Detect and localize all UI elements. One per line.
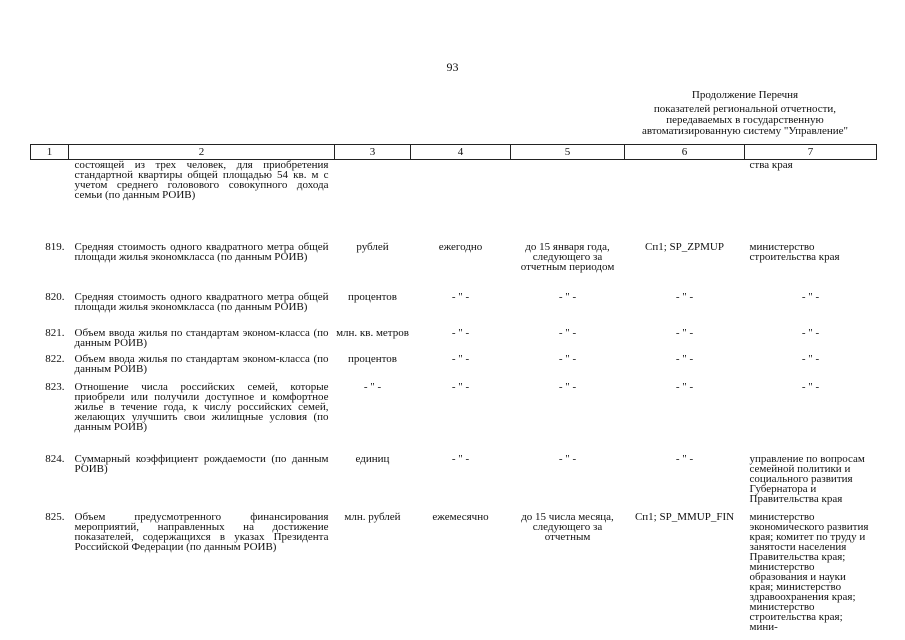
indicator-name: Объем ввода жилья по стандартам эконом-класса (по данным РОИВ) (74, 352, 329, 375)
deadline-cell: до 15 числа месяца, следующего за отчетным (521, 510, 614, 543)
unit-cell: процентов (348, 290, 397, 303)
table-row (31, 354, 877, 382)
column-header: 4 (411, 145, 511, 160)
deadline-cell: - " - (558, 290, 577, 303)
responsible-org: управление по вопросам семейной политики и социального развития Губернатора и Правительства края (749, 452, 865, 505)
responsible-org: - " - (801, 326, 820, 339)
indicator-table (30, 144, 877, 632)
table-row (31, 512, 877, 632)
column-header: 2 (69, 145, 335, 160)
code-cell: - " - (675, 290, 694, 303)
deadline-cell: - " - (558, 352, 577, 365)
unit-cell: рублей (356, 240, 389, 253)
row-number: 823. (45, 380, 65, 393)
deadline-cell: до 15 января года, следующего за отчетным периодом (520, 240, 615, 273)
page-number: 93 (446, 60, 459, 74)
responsible-org: ства края (749, 159, 793, 171)
column-header: 7 (745, 145, 877, 160)
period-cell: ежегодно (438, 240, 483, 253)
column-number-row (31, 145, 877, 160)
unit-cell: единиц (355, 452, 390, 465)
indicator-name: Средняя стоимость одного квадратного метра общей площади жилья экономкласса (по данным РОИВ) (74, 290, 329, 313)
responsible-org: - " - (801, 290, 820, 303)
code-cell: - " - (675, 452, 694, 465)
indicator-name: Объем ввода жилья по стандартам эконом-класса (по данным РОИВ) (74, 326, 329, 349)
table-row (31, 292, 877, 328)
indicator-name: Суммарный коэффициент рождаемости (по данным РОИВ) (74, 452, 329, 475)
continuation-line-3: передаваемых в государственную (666, 114, 824, 126)
period-cell (411, 160, 511, 242)
table-row (31, 160, 877, 242)
column-header: 5 (511, 145, 625, 160)
row-number: 825. (45, 510, 65, 523)
column-header: 6 (625, 145, 745, 160)
row-number: 821. (45, 326, 65, 339)
continuation-line-2: показателей региональной отчетности, (653, 103, 837, 115)
unit-cell: процентов (348, 352, 397, 365)
table-row (31, 328, 877, 354)
row-number: 822. (45, 352, 65, 365)
indicator-name: Средняя стоимость одного квадратного метра общей площади жилья экономкласса (по данным РОИВ) (74, 240, 329, 263)
indicator-name: Объем предусмотренного финансирования мероприятий, направленных на достижение показателей, содержащихся в указах Президента Российской Федерации (по данным РОИВ) (74, 510, 329, 553)
unit-cell: млн. кв. метров (336, 326, 409, 339)
table-row (31, 242, 877, 292)
period-cell: - " - (451, 452, 470, 465)
code-cell: - " - (675, 326, 694, 339)
row-number (31, 160, 69, 242)
row-number: 819. (45, 240, 65, 253)
period-cell: - " - (451, 380, 470, 393)
unit-cell (335, 160, 411, 242)
responsible-org: министерство строительства края (749, 240, 840, 263)
code-cell: Сп1; SP_MMUP_FIN (634, 510, 735, 523)
responsible-org: - " - (801, 380, 820, 393)
continuation-heading (600, 90, 890, 137)
table-row (31, 382, 877, 454)
column-header: 3 (335, 145, 411, 160)
responsible-org: министерство экономического развития края; комитет по труду и занятости населения Правительства края; министерство образования и науки края; министерство здравоохранения края; министерство строительства края; мини- (749, 510, 869, 633)
column-header: 1 (31, 145, 69, 160)
code-cell (625, 160, 745, 242)
deadline-cell: - " - (558, 326, 577, 339)
row-number: 820. (45, 290, 65, 303)
table-row (31, 454, 877, 512)
unit-cell: млн. рублей (344, 510, 401, 523)
code-cell: Сп1; SP_ZPMUP (645, 240, 724, 253)
period-cell: ежемесячно (432, 510, 489, 523)
code-cell: - " - (675, 380, 694, 393)
period-cell: - " - (451, 290, 470, 303)
continuation-line-4: автоматизированную систему "Управление" (641, 125, 849, 137)
period-cell: - " - (451, 326, 470, 339)
indicator-name: Отношение числа российских семей, которые приобрели или получили доступное и комфортное жилье в течение года, к числу российских семей, желающих улучшить свои жилищные условия (по данным РОИВ) (74, 380, 329, 433)
period-cell: - " - (451, 352, 470, 365)
deadline-cell (511, 160, 625, 242)
deadline-cell: - " - (558, 380, 577, 393)
indicator-name: состоящей из трех человек, для приобретения стандартной квартиры общей площадью 54 кв. м с учетом среднего головового совокупного дохода семьи (по данным РОИВ) (74, 159, 329, 201)
continuation-line-1: Продолжение Перечня (691, 89, 799, 101)
responsible-org: - " - (801, 352, 820, 365)
row-number: 824. (45, 452, 65, 465)
deadline-cell: - " - (558, 452, 577, 465)
unit-cell: - " - (363, 380, 382, 393)
code-cell: - " - (675, 352, 694, 365)
